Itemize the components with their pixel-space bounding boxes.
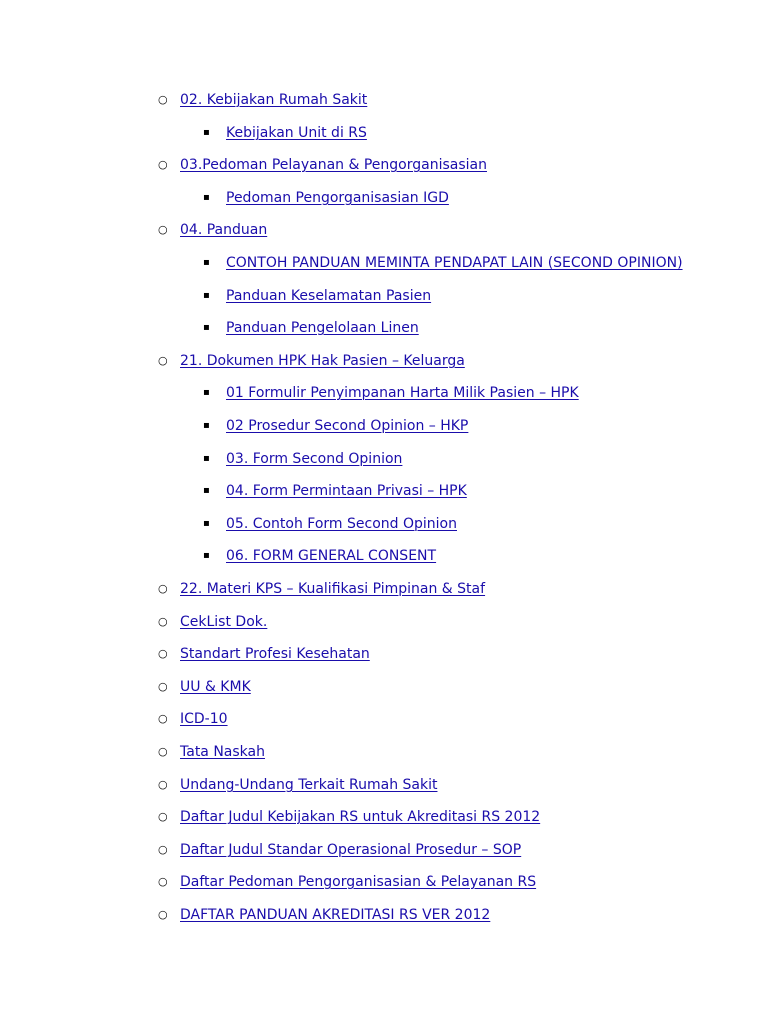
- list-item: [158, 709, 228, 729]
- list-item: [158, 840, 521, 860]
- circle-bullet-icon: ○: [158, 158, 168, 171]
- list-item: [158, 677, 251, 697]
- sub-list-item: [203, 449, 402, 469]
- square-bullet-icon: ▪: [203, 322, 210, 333]
- document-link[interactable]: Kebijakan Unit di RS: [226, 125, 367, 141]
- square-bullet-icon: ▪: [203, 127, 210, 138]
- sub-list-item: [203, 514, 457, 534]
- list-item: [158, 155, 487, 175]
- document-link[interactable]: 01 Formulir Penyimpanan Harta Milik Pasien – HPK: [226, 385, 579, 401]
- circle-bullet-icon: ○: [158, 680, 168, 693]
- list-item: [158, 220, 267, 240]
- circle-bullet-icon: ○: [158, 778, 168, 791]
- document-link[interactable]: 22. Materi KPS – Kualifikasi Pimpinan & Staf: [180, 581, 486, 597]
- document-link[interactable]: Panduan Pengelolaan Linen: [226, 320, 419, 336]
- document-link[interactable]: Daftar Judul Kebijakan RS untuk Akreditasi RS 2012: [180, 809, 541, 825]
- square-bullet-icon: ▪: [203, 453, 210, 464]
- document-link[interactable]: DAFTAR PANDUAN AKREDITASI RS VER 2012: [180, 907, 491, 923]
- document-link[interactable]: 03.Pedoman Pelayanan & Pengorganisasian: [180, 157, 487, 173]
- document-link[interactable]: 04. Panduan: [180, 222, 268, 238]
- document-link[interactable]: 05. Contoh Form Second Opinion: [226, 516, 457, 532]
- circle-bullet-icon: ○: [158, 843, 168, 856]
- sub-list-item: [203, 481, 467, 501]
- square-bullet-icon: ▪: [203, 550, 210, 561]
- square-bullet-icon: ▪: [203, 290, 210, 301]
- square-bullet-icon: ▪: [203, 518, 210, 529]
- document-link[interactable]: 04. Form Permintaan Privasi – HPK: [226, 483, 467, 499]
- document-link[interactable]: 21. Dokumen HPK Hak Pasien – Keluarga: [180, 353, 465, 369]
- circle-bullet-icon: ○: [158, 908, 168, 921]
- square-bullet-icon: ▪: [203, 192, 210, 203]
- circle-bullet-icon: ○: [158, 712, 168, 725]
- sub-list-item: [203, 286, 431, 306]
- document-link[interactable]: 02 Prosedur Second Opinion – HKP: [226, 418, 469, 434]
- circle-bullet-icon: ○: [158, 582, 168, 595]
- circle-bullet-icon: ○: [158, 875, 168, 888]
- sub-list-item: [203, 188, 449, 208]
- document-link[interactable]: ICD-10: [180, 711, 228, 727]
- list-item: [158, 742, 265, 762]
- list-item: [158, 579, 485, 599]
- sub-list-item: [203, 546, 436, 566]
- square-bullet-icon: ▪: [203, 485, 210, 496]
- document-link[interactable]: 03. Form Second Opinion: [226, 451, 403, 467]
- list-item: [158, 807, 540, 827]
- list-item: [158, 644, 370, 664]
- circle-bullet-icon: ○: [158, 647, 168, 660]
- circle-bullet-icon: ○: [158, 615, 168, 628]
- sub-list-item: [203, 253, 683, 273]
- sub-list-item: [203, 123, 367, 143]
- document-link[interactable]: UU & KMK: [180, 679, 251, 695]
- document-link[interactable]: 06. FORM GENERAL CONSENT: [226, 548, 437, 564]
- document-link[interactable]: Daftar Pedoman Pengorganisasian & Pelayanan RS: [180, 874, 537, 890]
- list-item: [158, 90, 367, 110]
- square-bullet-icon: ▪: [203, 420, 210, 431]
- sub-list-item: [203, 383, 579, 403]
- list-item: [158, 905, 490, 925]
- circle-bullet-icon: ○: [158, 745, 168, 758]
- document-link[interactable]: CekList Dok.: [180, 614, 268, 630]
- circle-bullet-icon: ○: [158, 810, 168, 823]
- document-link[interactable]: Undang-Undang Terkait Rumah Sakit: [180, 777, 438, 793]
- square-bullet-icon: ▪: [203, 387, 210, 398]
- sub-list-item: [203, 416, 468, 436]
- circle-bullet-icon: ○: [158, 93, 168, 106]
- list-item: [158, 775, 437, 795]
- document-link[interactable]: Daftar Judul Standar Operasional Prosedur – SOP: [180, 842, 522, 858]
- sub-list-item: [203, 318, 419, 338]
- circle-bullet-icon: ○: [158, 223, 168, 236]
- document-link[interactable]: Panduan Keselamatan Pasien: [226, 288, 432, 304]
- document-link[interactable]: Tata Naskah: [180, 744, 265, 760]
- document-link[interactable]: Standart Profesi Kesehatan: [180, 646, 370, 662]
- document-link[interactable]: Pedoman Pengorganisasian IGD: [226, 190, 449, 206]
- list-item: [158, 351, 465, 371]
- document-link[interactable]: 02. Kebijakan Rumah Sakit: [180, 92, 368, 108]
- document-link[interactable]: CONTOH PANDUAN MEMINTA PENDAPAT LAIN (SECOND OPINION): [226, 255, 683, 271]
- square-bullet-icon: ▪: [203, 257, 210, 268]
- circle-bullet-icon: ○: [158, 354, 168, 367]
- list-item: [158, 872, 536, 892]
- list-item: [158, 612, 267, 632]
